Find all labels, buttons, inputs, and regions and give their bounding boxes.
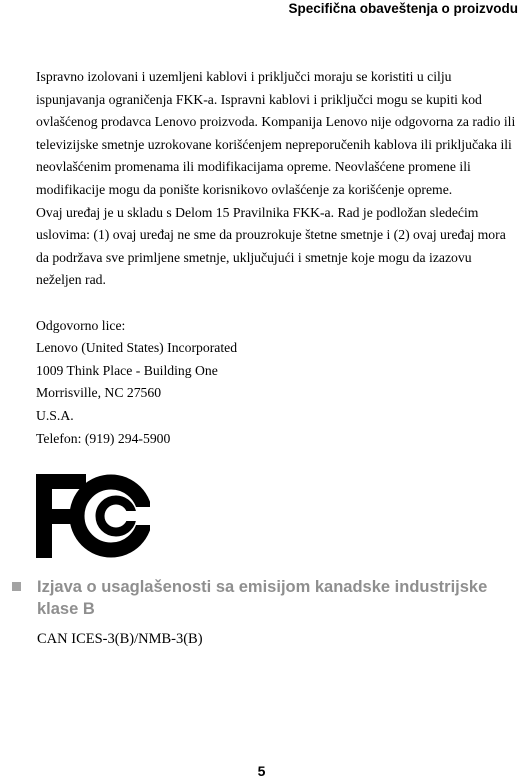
paragraph-gap: [36, 292, 520, 315]
fcc-logo-icon: [36, 474, 150, 558]
section-bullet-icon: [12, 582, 21, 591]
fcc-logo-outer-c: [77, 482, 150, 550]
part-15-compliance-paragraph: Ovaj uređaj je u skladu s Delom 15 Pravilnika FKK-a. Rad je podložan sledećim uslovima: (1) ovaj uređaj ne sme da prouzrokuje štetne smetnje i (2) ovaj uređaj mora da podržava sve primljene smetnje, uključujući i smetnje koje mogu da izazovu neželjen rad.: [36, 204, 506, 288]
page-number: 5: [257, 763, 266, 779]
responsible-party-address: 1009 Think Place - Building One: [36, 362, 218, 378]
responsible-party-company: Lenovo (United States) Incorporated: [36, 340, 238, 356]
responsible-party-phone: Telefon: (919) 294-5900: [36, 430, 171, 446]
fcc-notice-body: [36, 66, 520, 450]
responsible-party-country: U.S.A.: [36, 407, 74, 423]
responsible-party-label: Odgovorno lice:: [36, 317, 126, 333]
can-ices-statement: CAN ICES-3(B)/NMB-3(B): [37, 631, 203, 647]
running-header: Specifična obaveštenja o proizvodu: [288, 1, 518, 16]
fcc-logo-inner-c: [100, 500, 139, 532]
cable-requirements-paragraph: Ispravno izolovani i uzemljeni kablovi i priključci moraju se koristiti u cilju ispunjavanja ograničenja FKK-a. Ispravni kablovi i priključci mogu se kupiti kod ovlašćenog prodavca Lenovo proizvoda. Kompanija Lenovo nije odgovorna za radio ili televizijske smetnje uzrokovane korišćenjem nepreporučenih kablova ili priključaka ili neovlašćenim promenama ili modifikacijama opreme. Neovlašćene promene ili modifikacije mogu da ponište korisnikovo ovlašćenje za korišćenje opreme.: [36, 69, 516, 197]
canadian-class-b-heading: Izjava o usaglašenosti sa emisijom kanadske industrijske klase B: [37, 578, 488, 618]
responsible-party-city: Morrisville, NC 27560: [36, 385, 162, 401]
